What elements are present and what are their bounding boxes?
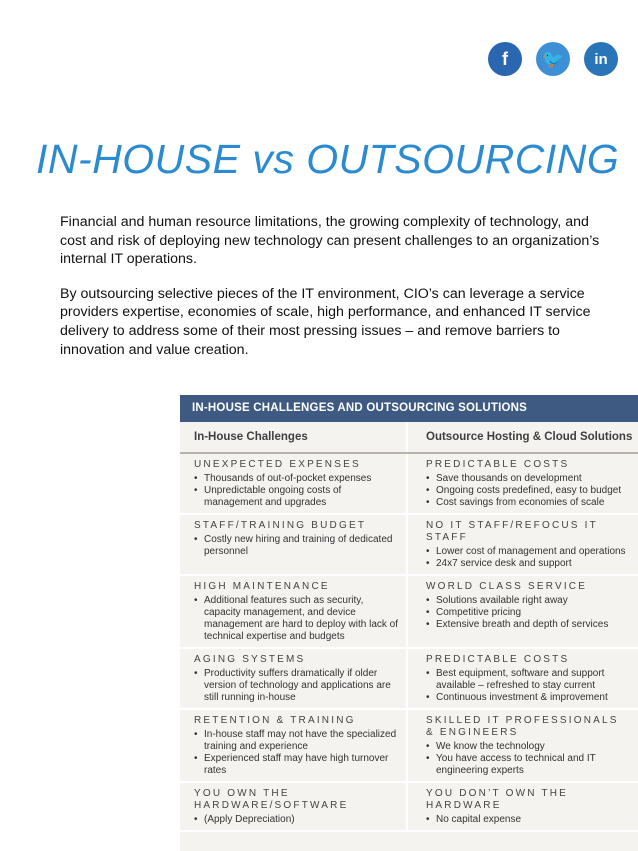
table-header: IN-HOUSE CHALLENGES AND OUTSOURCING SOLUTIONS: [180, 395, 638, 422]
bullet-item: • Continuous investment & improvement: [426, 692, 632, 704]
social-links: [488, 42, 618, 76]
solution-heading: WORLD CLASS SERVICE: [426, 581, 588, 592]
bullet-item: • Thousands of out-of-pocket expenses: [194, 473, 400, 485]
solution-cell: [406, 710, 638, 781]
bullet-list: [426, 668, 632, 704]
challenge-heading: STAFF/TRAINING BUDGET: [194, 520, 367, 531]
bullet-list: [426, 814, 632, 826]
facebook-icon[interactable]: f: [488, 42, 522, 76]
table-row: [180, 515, 638, 576]
bullet-item: • Save thousands on development: [426, 473, 632, 485]
bullet-item: • You have access to technical and IT engineering experts: [426, 753, 632, 777]
table-body: [180, 454, 638, 832]
challenge-cell: [180, 710, 406, 781]
challenge-heading: RETENTION & TRAINING: [194, 715, 356, 726]
bullet-item: • Lower cost of management and operations: [426, 546, 632, 558]
solution-cell: [406, 783, 638, 830]
challenge-cell: [180, 454, 406, 513]
linkedin-icon[interactable]: in: [584, 42, 618, 76]
column-header-outsource: Outsource Hosting & Cloud Solutions: [406, 422, 638, 452]
bullet-list: [194, 534, 400, 558]
solution-heading: SKILLED IT PROFESSIONALS & ENGINEERS: [426, 715, 619, 738]
bullet-list: [426, 546, 632, 570]
table-row: [180, 783, 638, 832]
bullet-list: [426, 741, 632, 777]
challenge-cell: [180, 783, 406, 830]
challenge-cell: [180, 515, 406, 574]
twitter-icon[interactable]: 🐦: [536, 42, 570, 76]
table-row: [180, 454, 638, 515]
bullet-list: [426, 473, 632, 509]
bullet-item: • Ongoing costs predefined, easy to budget: [426, 485, 632, 497]
challenge-heading: HIGH MAINTENANCE: [194, 581, 330, 592]
table-row: [180, 649, 638, 710]
bullet-item: • 24x7 service desk and support: [426, 558, 632, 570]
bullet-list: [194, 814, 400, 826]
bullet-item: • No capital expense: [426, 814, 632, 826]
bullet-item: • (Apply Depreciation): [194, 814, 400, 826]
table-row: [180, 710, 638, 783]
solution-heading: PREDICTABLE COSTS: [426, 654, 570, 665]
column-header-in-house: In-House Challenges: [194, 431, 308, 443]
page-title: IN-HOUSE vs OUTSOURCING: [36, 136, 620, 182]
bullet-item: • Competitive pricing: [426, 607, 632, 619]
bullet-list: [194, 668, 400, 704]
bullet-item: • Additional features such as security, capacity management, and device management are hard to deploy with lack of technical expertise and budgets: [194, 595, 400, 643]
challenge-cell: [180, 649, 406, 708]
challenge-heading: YOU OWN THE HARDWARE/SOFTWARE: [194, 788, 349, 811]
bullet-list: [194, 729, 400, 777]
intro-text: [60, 213, 600, 375]
intro-paragraph: Financial and human resource limitations, the growing complexity of technology, and cost and risk of deploying new technology can present challenges to an organization’s internal IT operations.: [60, 214, 600, 268]
bullet-item: • Productivity suffers dramatically if older version of technology and applications are still running in-house: [194, 668, 400, 704]
comparison-table: [180, 395, 638, 851]
bullet-item: • In-house staff may not have the specialized training and experience: [194, 729, 400, 753]
bullet-item: • Costly new hiring and training of dedicated personnel: [194, 534, 400, 558]
bullet-item: • Extensive breath and depth of services: [426, 619, 632, 631]
table-row: [180, 576, 638, 649]
bullet-list: [194, 473, 400, 509]
solution-cell: [406, 515, 638, 574]
solution-cell: [406, 649, 638, 708]
challenge-heading: UNEXPECTED EXPENSES: [194, 459, 361, 470]
challenge-heading: AGING SYSTEMS: [194, 654, 306, 665]
solution-cell: [406, 454, 638, 513]
bullet-item: • Solutions available right away: [426, 595, 632, 607]
bullet-list: [194, 595, 400, 643]
table-column-headers: [180, 422, 638, 454]
bullet-item: • We know the technology: [426, 741, 632, 753]
bullet-item: • Unpredictable ongoing costs of management and upgrades: [194, 485, 400, 509]
bullet-list: [426, 595, 632, 631]
solution-cell: [406, 576, 638, 647]
bullet-item: • Cost savings from economies of scale: [426, 497, 632, 509]
bullet-item: • Best equipment, software and support available – refreshed to stay current: [426, 668, 632, 692]
solution-heading: PREDICTABLE COSTS: [426, 459, 570, 470]
bullet-item: • Experienced staff may have high turnover rates: [194, 753, 400, 777]
challenge-cell: [180, 576, 406, 647]
solution-heading: YOU DON’T OWN THE HARDWARE: [426, 788, 569, 811]
solution-heading: NO IT STAFF/REFOCUS IT STAFF: [426, 520, 598, 543]
intro-paragraph: By outsourcing selective pieces of the IT environment, CIO’s can leverage a service providers expertise, economies of scale, high performance, and enhanced IT service delivery to address some of their most pressing issues – and remove barriers to innovation and value creation.: [60, 285, 591, 358]
